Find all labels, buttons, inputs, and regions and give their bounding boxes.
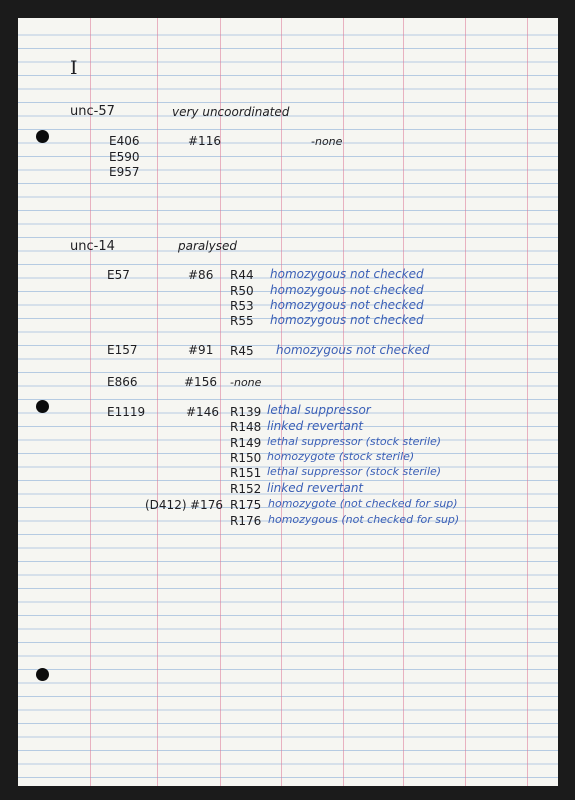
- revertant-id: R50: [230, 284, 254, 298]
- allele-e406: E406: [109, 134, 140, 148]
- phenotype-unc57: very uncoordinated: [172, 105, 290, 119]
- hash-e157: #91: [188, 343, 214, 357]
- phenotype-unc14: paralysed: [178, 239, 237, 253]
- revertant-note: homozygous not checked: [276, 343, 430, 357]
- allele-e590: E590: [109, 150, 140, 164]
- revertant-id: R53: [230, 299, 254, 313]
- revertant-note: lethal suppressor (stock sterile): [267, 435, 442, 448]
- page-marker: I: [70, 57, 78, 79]
- notebook-page: [18, 18, 558, 786]
- revertant-id: R44: [230, 268, 254, 282]
- revertant-note: homozygote (not checked for sup): [268, 497, 458, 510]
- revertant-id: R139: [230, 405, 262, 419]
- gene-unc14: unc-14: [70, 239, 115, 254]
- revertant-id: R152: [230, 482, 262, 496]
- hash-e866: #156: [184, 375, 217, 389]
- d412-prefix: (D412): [145, 498, 187, 512]
- revertant-id: R148: [230, 420, 262, 434]
- allele-e1119: E1119: [107, 405, 146, 419]
- revertant-note: homozygous not checked: [270, 313, 424, 327]
- revertant-id: R151: [230, 466, 262, 480]
- revertant-note: lethal suppressor (stock sterile): [267, 465, 442, 478]
- punch-hole-top: [36, 130, 49, 143]
- hash-d412: #176: [190, 498, 223, 512]
- result-e866: -none: [230, 376, 262, 389]
- revertant-id: R176: [230, 514, 262, 528]
- revertant-note: homozygous (not checked for sup): [268, 513, 460, 526]
- revertant-id: R149: [230, 436, 262, 450]
- allele-e57: E57: [107, 268, 130, 282]
- punch-hole-middle: [36, 400, 49, 413]
- revertant-note: homozygous not checked: [270, 283, 424, 297]
- revertant-note: linked revertant: [267, 481, 364, 495]
- revertant-id: R175: [230, 498, 262, 512]
- gene-unc57: unc-57: [70, 104, 115, 119]
- result-unc57: -none: [311, 135, 343, 148]
- allele-e866: E866: [107, 375, 138, 389]
- revertant-note: homozygote (stock sterile): [267, 450, 415, 463]
- allele-e157: E157: [107, 343, 138, 357]
- hash-e57: #86: [188, 268, 214, 282]
- revertant-note: homozygous not checked: [270, 298, 424, 312]
- revertant-note: lethal suppressor: [267, 403, 371, 417]
- allele-e957: E957: [109, 165, 140, 179]
- hash-unc57: #116: [188, 134, 221, 148]
- punch-hole-bottom: [36, 668, 49, 681]
- revertant-id: R55: [230, 314, 254, 328]
- revertant-note: homozygous not checked: [270, 267, 424, 281]
- hash-e1119: #146: [186, 405, 219, 419]
- revertant-id: R150: [230, 451, 262, 465]
- revertant-note: linked revertant: [267, 419, 364, 433]
- revertant-id: R45: [230, 344, 254, 358]
